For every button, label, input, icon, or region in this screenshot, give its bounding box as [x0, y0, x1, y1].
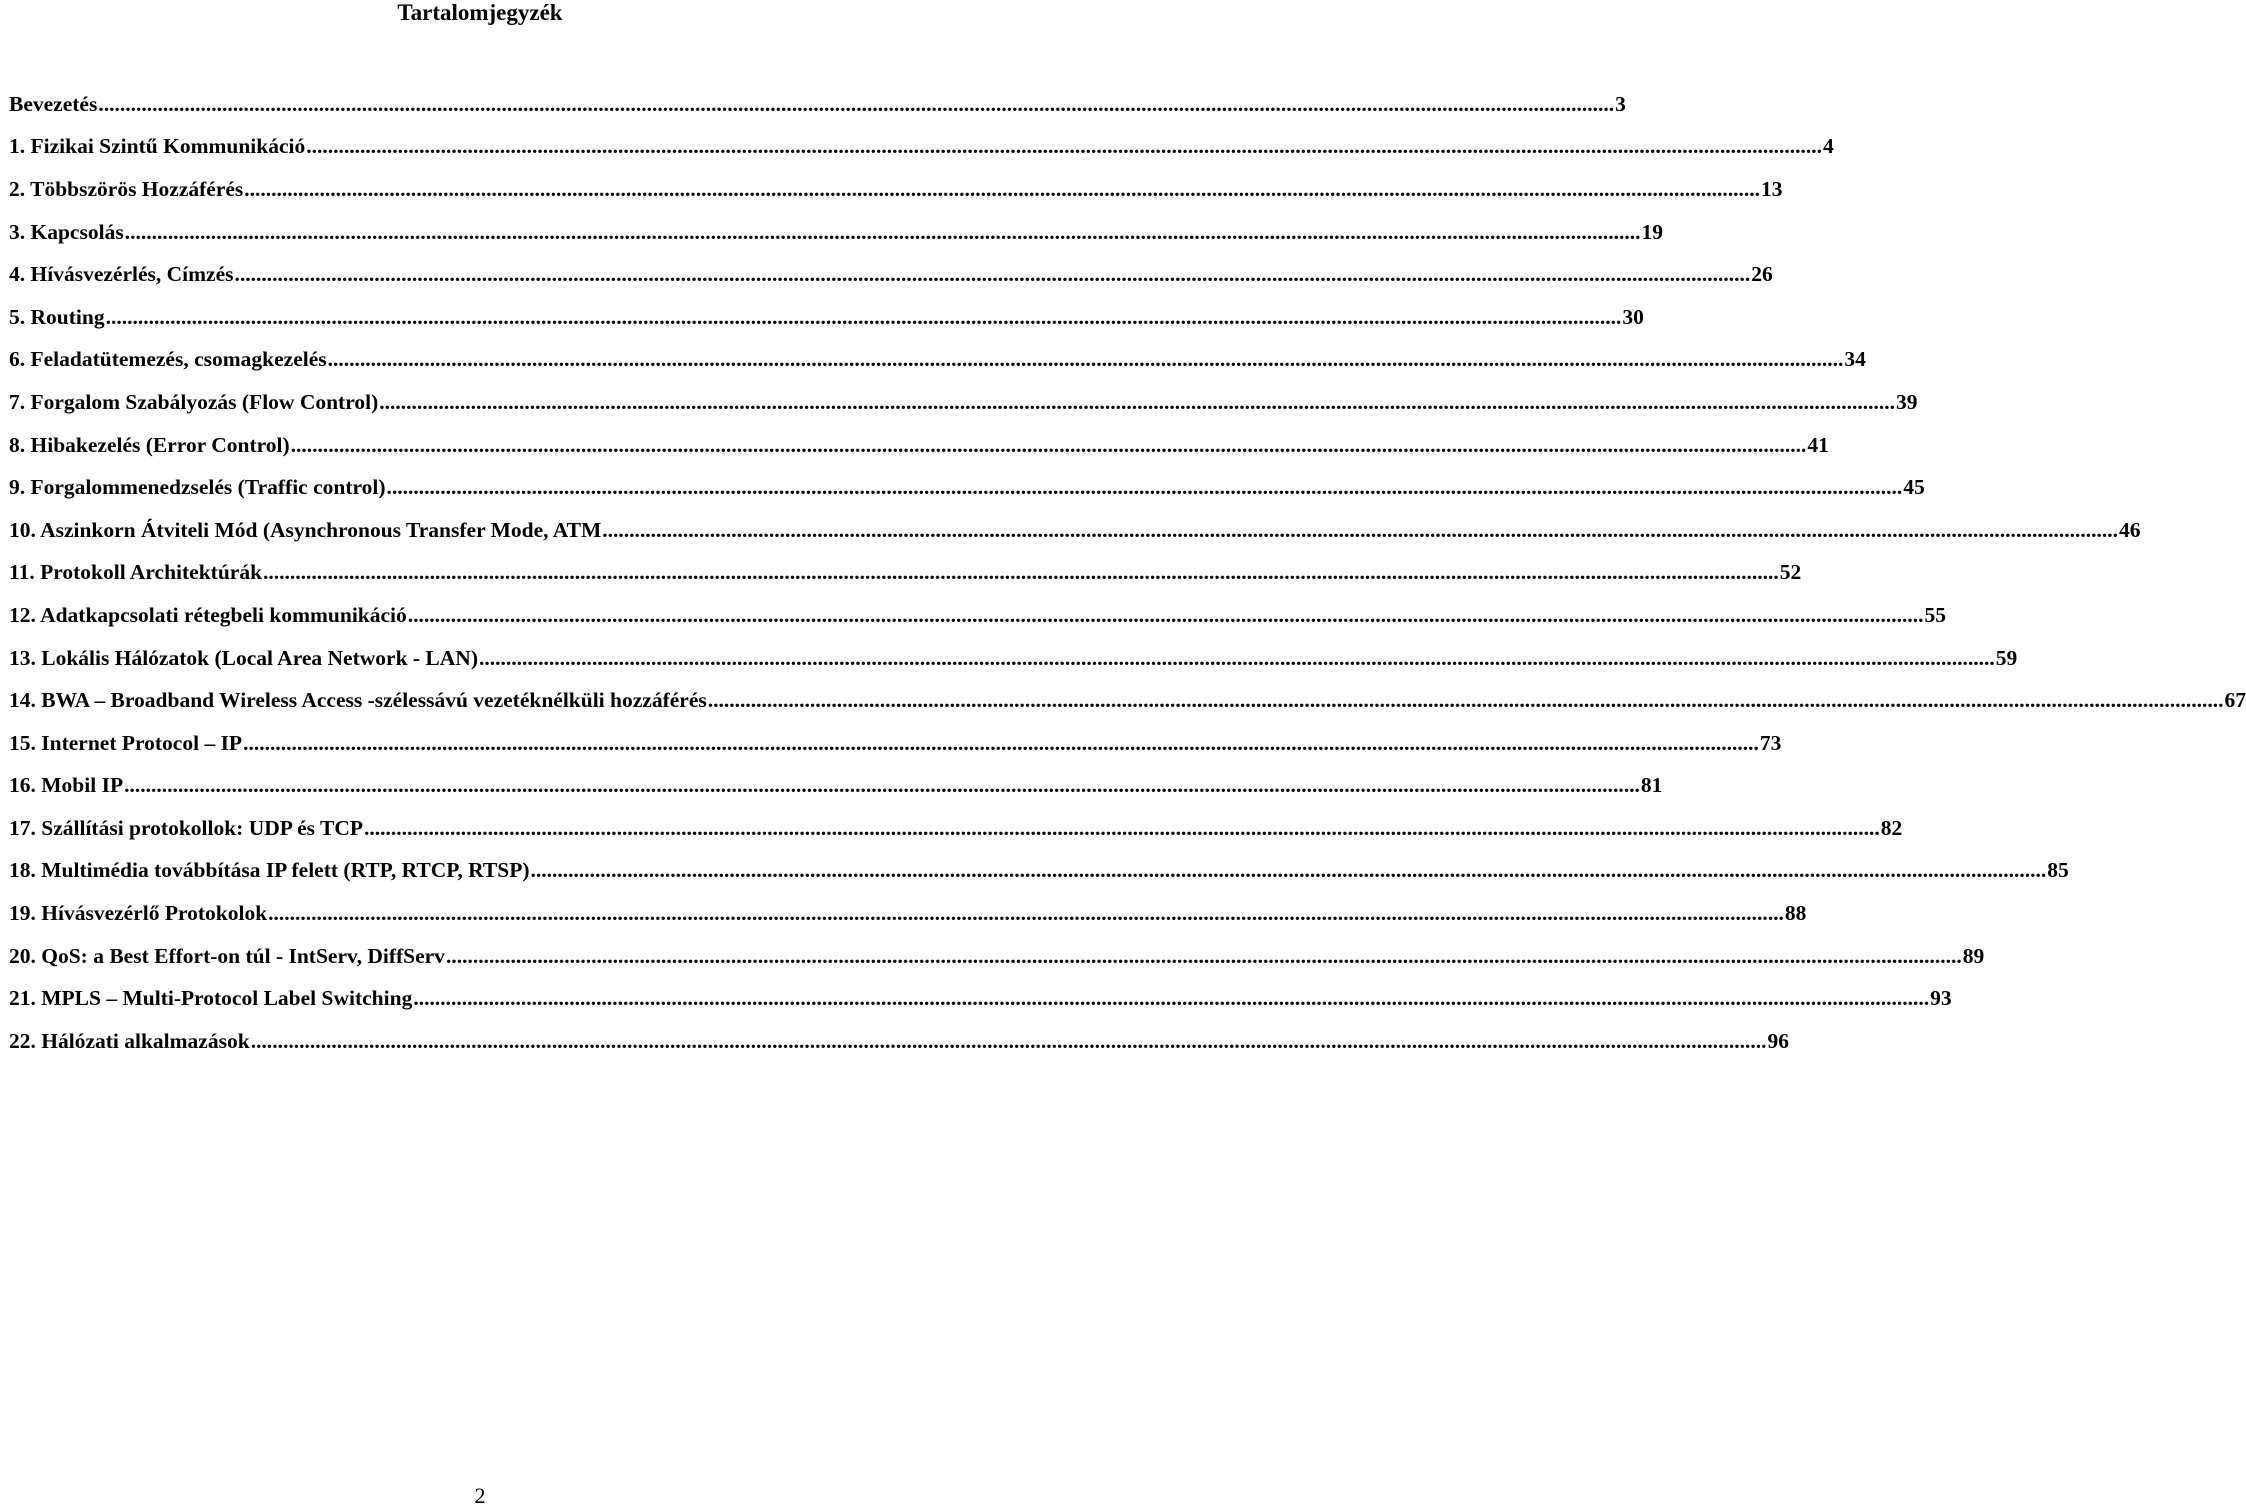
- toc-entry-title: 11. Protokoll Architektúrák: [9, 560, 263, 585]
- toc-entry-title: 20. QoS: a Best Effort-on túl - IntServ, DiffServ: [9, 943, 445, 968]
- toc-dot-leader: [413, 986, 1929, 1011]
- toc-entry[interactable]: [9, 765, 1663, 808]
- toc-dot-leader: [268, 901, 1784, 926]
- toc-dot-leader: [98, 92, 1614, 117]
- toc-entry-title: 13. Lokális Hálózatok (Local Area Network - LAN): [9, 645, 478, 670]
- toc-entry-page: 39: [1896, 389, 1918, 414]
- toc-entry-title: 7. Forgalom Szabályozás (Flow Control): [9, 389, 379, 414]
- toc-entry[interactable]: [9, 83, 1626, 126]
- toc-entry[interactable]: [9, 296, 1644, 339]
- toc-dot-leader: [479, 646, 1995, 671]
- toc-entry[interactable]: [9, 679, 2246, 722]
- page-number: 2: [474, 1483, 486, 1508]
- toc-dot-leader: [387, 475, 1903, 500]
- toc-dot-leader: [234, 262, 1750, 287]
- toc-entry-page: 46: [2119, 517, 2141, 542]
- toc-dot-leader: [446, 944, 1962, 969]
- toc-entry-page: 26: [1751, 262, 1773, 287]
- toc-entry-title: 18. Multimédia továbbítása IP felett (RTP, RTCP, RTSP): [9, 858, 530, 883]
- toc-entry[interactable]: [9, 1020, 1789, 1063]
- toc-entry-title: 5. Routing: [9, 304, 105, 329]
- toc-entry[interactable]: [9, 381, 1918, 424]
- toc-entry[interactable]: [9, 339, 1866, 382]
- toc-entry-title: 16. Mobil IP: [9, 773, 124, 798]
- toc-entry[interactable]: [9, 253, 1773, 296]
- toc-entry[interactable]: [9, 466, 1925, 509]
- toc-entry-page: 3: [1615, 91, 1626, 116]
- toc-dot-leader: [364, 816, 1880, 841]
- toc-entry[interactable]: [9, 977, 1952, 1020]
- toc-dot-leader: [306, 134, 1822, 159]
- toc-dot-leader: [708, 688, 2224, 713]
- toc-dot-leader: [124, 773, 1640, 798]
- toc-entry-title: 14. BWA – Broadband Wireless Access -szélessávú vezetéknélküli hozzáférés: [9, 688, 707, 713]
- toc-entry-title: 21. MPLS – Multi-Protocol Label Switching: [9, 986, 413, 1011]
- toc-entry[interactable]: [9, 168, 1783, 211]
- toc-entry-page: 34: [1844, 347, 1866, 372]
- toc-entry-title: 8. Hibakezelés (Error Control): [9, 432, 290, 457]
- toc-dot-leader: [244, 177, 1760, 202]
- toc-entry-page: 55: [1924, 602, 1947, 627]
- toc-dot-leader: [263, 560, 1779, 585]
- toc-entry-page: 52: [1779, 560, 1802, 585]
- toc-dot-leader: [251, 1029, 1767, 1054]
- toc-entry-page: 4: [1823, 134, 1834, 159]
- toc-dot-leader: [531, 858, 2047, 883]
- toc-entry-page: 45: [1903, 475, 1925, 500]
- table-of-contents: [9, 83, 2246, 1063]
- toc-entry-page: 89: [1962, 943, 1985, 968]
- toc-entry-title: 15. Internet Protocol – IP: [9, 730, 243, 755]
- toc-entry-page: 30: [1622, 304, 1644, 329]
- toc-entry-title: 10. Aszinkorn Átviteli Mód (Asynchronous Transfer Mode, ATM: [9, 517, 602, 542]
- toc-entry[interactable]: [9, 211, 1663, 254]
- toc-dot-leader: [243, 731, 1759, 756]
- toc-entry-title: 1. Fizikai Szintű Kommunikáció: [9, 134, 306, 159]
- page-title: Tartalomjegyzék: [397, 0, 563, 25]
- toc-entry-page: 93: [1930, 986, 1952, 1011]
- toc-dot-leader: [379, 390, 1895, 415]
- toc-entry-title: 19. Hívásvezérlő Protokolok: [9, 901, 268, 926]
- toc-entry-page: 96: [1767, 1028, 1789, 1053]
- toc-entry-title: 17. Szállítási protokollok: UDP és TCP: [9, 815, 363, 840]
- toc-entry[interactable]: [9, 807, 1903, 850]
- toc-dot-leader: [125, 220, 1641, 245]
- toc-entry-page: 67: [2224, 688, 2246, 713]
- toc-entry-page: 85: [2047, 858, 2069, 883]
- toc-entry[interactable]: [9, 509, 2141, 552]
- toc-dot-leader: [408, 603, 1924, 628]
- toc-entry-title: 9. Forgalommenedzselés (Traffic control): [9, 475, 386, 500]
- toc-entry[interactable]: [9, 637, 2018, 680]
- toc-entry-page: 13: [1761, 176, 1783, 201]
- toc-entry-title: Bevezetés: [9, 91, 98, 116]
- toc-entry-title: 4. Hívásvezérlés, Címzés: [9, 262, 234, 287]
- toc-entry-title: 3. Kapcsolás: [9, 219, 124, 244]
- toc-entry[interactable]: [9, 552, 1802, 595]
- toc-entry-page: 81: [1640, 773, 1663, 798]
- toc-dot-leader: [328, 347, 1844, 372]
- toc-entry-page: 73: [1759, 730, 1782, 755]
- toc-entry[interactable]: [9, 722, 1782, 765]
- toc-entry[interactable]: [9, 126, 1834, 169]
- toc-entry-page: 88: [1784, 901, 1807, 926]
- toc-entry-page: 59: [1995, 645, 2018, 670]
- toc-entry-title: 22. Hálózati alkalmazások: [9, 1028, 250, 1053]
- toc-entry-title: 6. Feladatütemezés, csomagkezelés: [9, 347, 327, 372]
- toc-entry[interactable]: [9, 935, 1985, 978]
- toc-entry[interactable]: [9, 892, 1807, 935]
- toc-dot-leader: [106, 305, 1622, 330]
- toc-entry-title: 2. Többszörös Hozzáférés: [9, 176, 244, 201]
- toc-entry-title: 12. Adatkapcsolati rétegbeli kommunikáció: [9, 602, 407, 627]
- toc-dot-leader: [291, 433, 1807, 458]
- toc-dot-leader: [602, 518, 2118, 543]
- toc-entry[interactable]: [9, 850, 2069, 893]
- toc-entry-page: 19: [1641, 219, 1663, 244]
- toc-entry-page: 82: [1880, 815, 1903, 840]
- toc-entry[interactable]: [9, 424, 1829, 467]
- toc-entry[interactable]: [9, 594, 1947, 637]
- toc-entry-page: 41: [1807, 432, 1829, 457]
